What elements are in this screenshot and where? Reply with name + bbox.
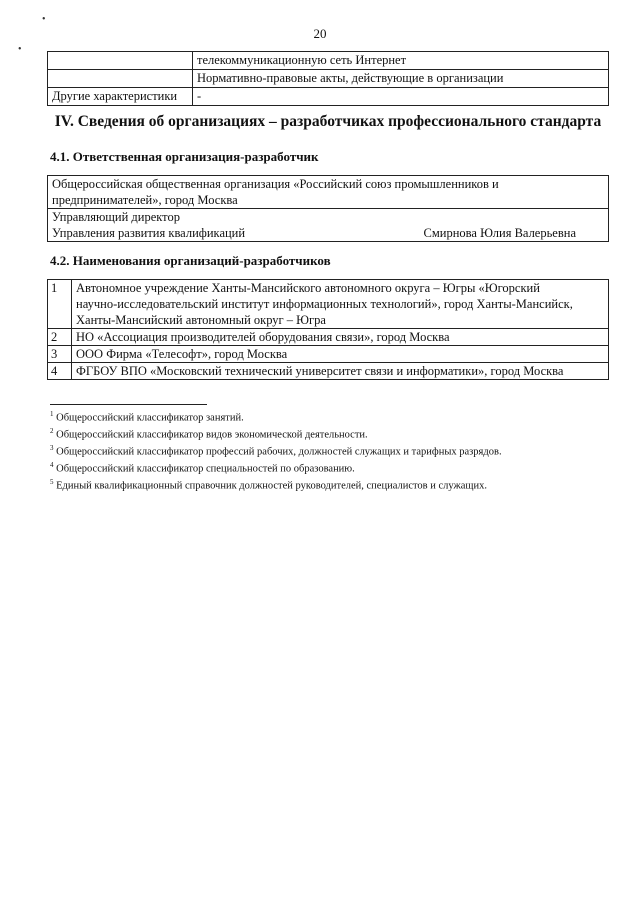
row-number: 4 — [48, 363, 72, 380]
characteristics-table — [47, 51, 609, 106]
row-number: 3 — [48, 346, 72, 363]
scan-mark: • — [18, 44, 22, 55]
row-number: 1 — [48, 280, 72, 329]
footnote-number: 3 — [50, 444, 54, 452]
footnote-text: Общероссийский классификатор специальностей по образованию. — [56, 463, 355, 475]
table-row — [48, 52, 609, 70]
subsection-heading: 4.1. Ответственная организация-разработчик — [50, 149, 319, 164]
table-row — [48, 209, 609, 242]
position-line: Управления развития квалификаций — [52, 226, 246, 240]
footnote-number: 1 — [50, 410, 54, 418]
developers-table — [47, 279, 609, 380]
responsible-org-table — [47, 175, 609, 242]
table-cell-label — [48, 70, 193, 88]
footnote-text: Общероссийский классификатор занятий. — [56, 412, 244, 424]
page-number: 20 — [313, 26, 327, 41]
org-name-cell — [72, 280, 609, 329]
table-row — [48, 176, 609, 209]
subsection-heading: 4.2. Наименования организаций-разработчиков — [50, 253, 331, 268]
table-cell-label: Другие характеристики — [48, 88, 193, 106]
org-name-cell: ООО Фирма «Телесофт», город Москва — [72, 346, 609, 363]
footnote — [50, 476, 610, 493]
org-name-cell: ФГБОУ ВПО «Московский технический университет связи и информатики», город Москва — [72, 363, 609, 380]
person-name: Смирнова Юлия Валерьевна — [423, 226, 576, 240]
table-cell-value: телекоммуникационную сеть Интернет — [193, 52, 609, 70]
table-cell-value: Нормативно-правовые акты, действующие в организации — [193, 70, 609, 88]
table-row — [48, 346, 609, 363]
footnote — [50, 425, 610, 442]
table-cell-value: - — [193, 88, 609, 106]
footnotes — [50, 408, 610, 493]
table-row — [48, 329, 609, 346]
footnote — [50, 459, 610, 476]
org-name-cell — [48, 176, 609, 209]
org-name-line: Ханты-Мансийский автономный округ – Югра — [76, 313, 326, 327]
position-line: Управляющий директор — [52, 210, 180, 224]
footnote-text: Общероссийский классификатор видов экономической деятельности. — [56, 429, 368, 441]
position-person-row — [52, 225, 604, 241]
footnote-number: 2 — [50, 427, 54, 435]
table-row — [48, 363, 609, 380]
section-title: IV. Сведения об организациях – разработчиках профессионального стандарта — [54, 113, 602, 130]
org-name-line: Общероссийская общественная организация «Российский союз промышленников и — [52, 177, 499, 191]
table-row — [48, 280, 609, 329]
org-name-line: научно-исследовательский институт информационных технологий», город Ханты-Мансийск, — [76, 297, 573, 311]
footnote — [50, 408, 610, 425]
footnote-number: 4 — [50, 461, 54, 469]
org-name-cell: НО «Ассоциация производителей оборудования связи», город Москва — [72, 329, 609, 346]
footnote-text: Общероссийский классификатор профессий рабочих, должностей служащих и тарифных разрядов. — [56, 446, 502, 458]
table-row — [48, 88, 609, 106]
responsible-person-cell — [48, 209, 609, 242]
table-row — [48, 70, 609, 88]
org-name-line: Автономное учреждение Ханты-Мансийского автономного округа – Югры «Югорский — [76, 281, 540, 295]
table-cell-label — [48, 52, 193, 70]
org-name-line: предпринимателей», город Москва — [52, 193, 238, 207]
row-number: 2 — [48, 329, 72, 346]
footnote — [50, 442, 610, 459]
footnote-text: Единый квалификационный справочник должностей руководителей, специалистов и служащих. — [56, 480, 488, 492]
footnote-divider — [50, 404, 207, 405]
scan-mark: • — [42, 14, 46, 25]
footnote-number: 5 — [50, 478, 54, 486]
